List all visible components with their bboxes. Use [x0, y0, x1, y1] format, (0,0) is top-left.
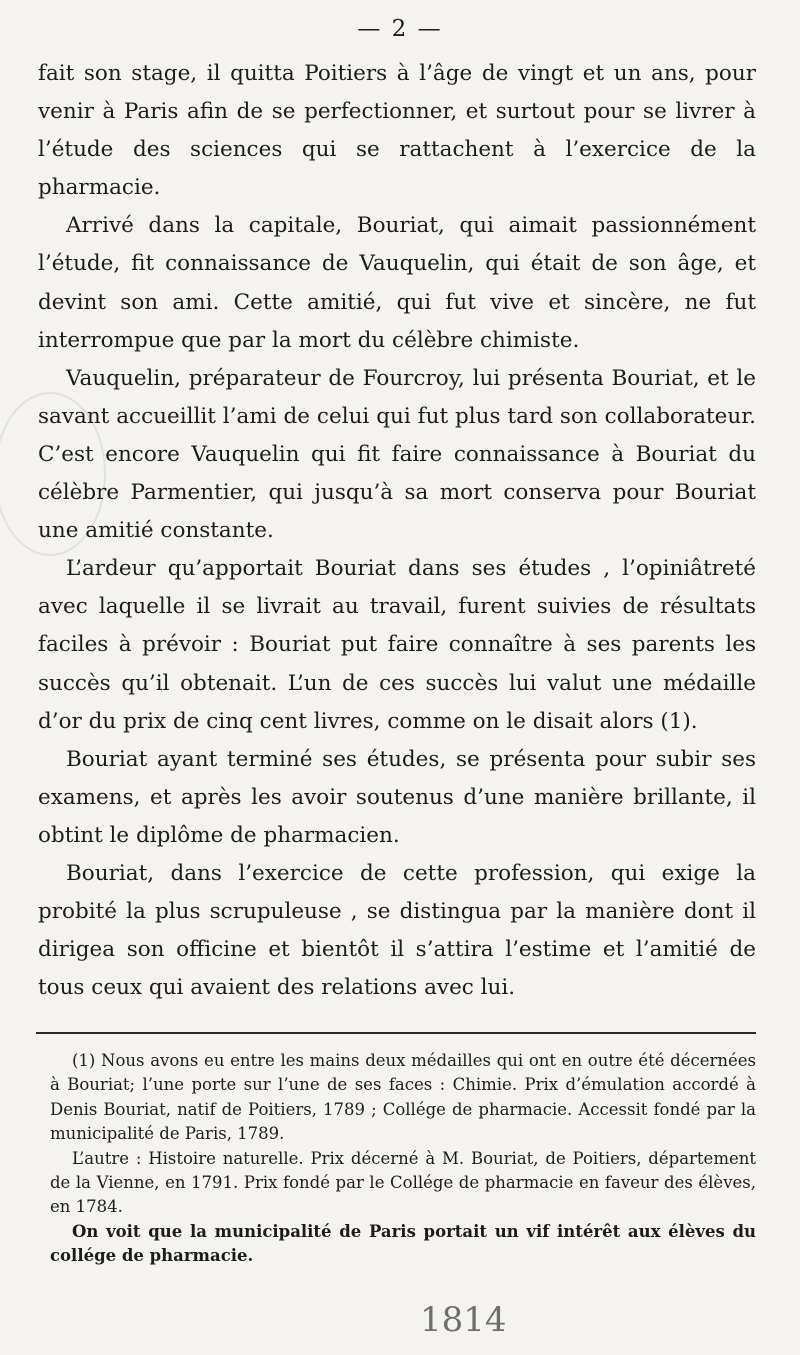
- page-number: — 2 —: [357, 16, 443, 42]
- paragraph-5: Bouriat ayant terminé ses études, se présenta pour subir ses examens, et après les avoir soutenus d’une manière brillante, il obtint le diplôme de pharmacien.: [38, 746, 756, 848]
- footnote-divider: [36, 1032, 756, 1034]
- paragraph-1: fait son stage, il quitta Poitiers à l’âge de vingt et un ans, pour venir à Paris afin de se perfectionner, et surtout pour se livrer à l’étude des sciences qui se rattachent à l’exercice de la pharmacie.: [38, 61, 756, 201]
- footnote-1: (1) Nous avons eu entre les mains deux médailles qui ont en outre été décernées à Bouriat; l’une porte sur l’une de ses faces : Chimie. Prix d’émulation accordé à Denis Bouriat, natif de Poitiers, 1789 ; Collége de pharmacie. Accessit fondé par la municipalité de Paris, 1789.: [50, 1051, 756, 1144]
- footnote-3: On voit que la municipalité de Paris portait un vif intérêt aux élèves du collége de pharmacie.: [50, 1221, 756, 1266]
- footnote-2: L’autre : Histoire naturelle. Prix décerné à M. Bouriat, de Poitiers, département de la Vienne, en 1791. Prix fondé par le Collége de pharmacie en faveur des élèves, en 1784.: [50, 1148, 756, 1217]
- paragraph-3: Vauquelin, préparateur de Fourcroy, lui présenta Bouriat, et le savant accueillit l’ami de celui qui fut plus tard son collaborateur. C’est encore Vauquelin qui fit faire connaissance à Bouriat du célèbre Parmentier, qui jusqu’à sa mort conserva pour Bouriat une amitié constante.: [38, 365, 756, 544]
- paragraph-6: Bouriat, dans l’exercice de cette profession, qui exige la probité la plus scrupuleuse , se distingua par la manière dont il dirigea son officine et bientôt il s’attira l’estime et l’amitié de tous ceux qui avaient des relations avec lui.: [38, 860, 756, 1001]
- paragraph-2: Arrivé dans la capitale, Bouriat, qui aimait passionnément l’étude, fit connaissance de Vauquelin, qui était de son âge, et devint son ami. Cette amitié, qui fut vive et sincère, ne fut interrompue que par la mort du célèbre chimiste.: [38, 213, 756, 353]
- paragraph-4: L’ardeur qu’apportait Bouriat dans ses études , l’opiniâtreté avec laquelle il se livrait au travail, furent suivies de résultats faciles à prévoir : Bouriat put faire connaître à ses parents les succès qu’il obtenait. L’un de ces succès lui valut une médaille d’or du prix de cinq cent livres, comme on le disait alors (1).: [38, 556, 756, 734]
- footnotes: [50, 1049, 756, 1269]
- main-text: [38, 55, 756, 1007]
- handwritten-mark: 1814: [420, 1300, 507, 1340]
